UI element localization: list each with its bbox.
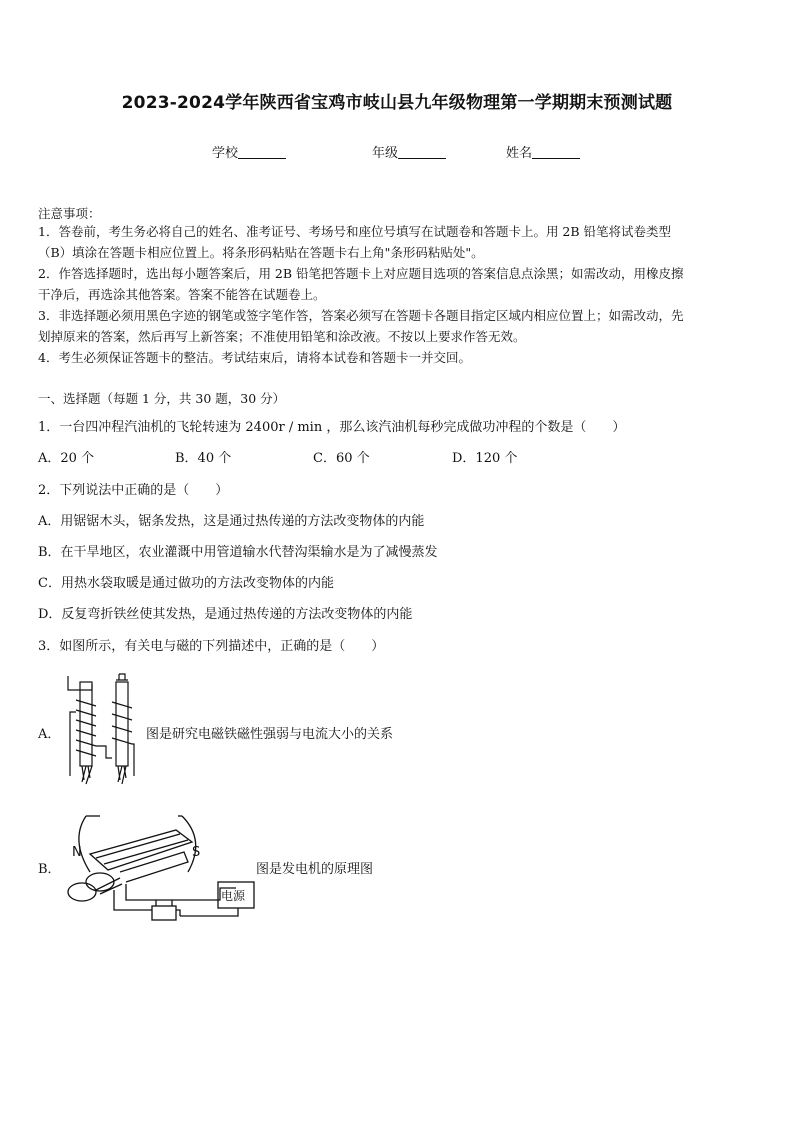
q2-option-c: C．用热水袋取暖是通过做功的方法改变物体的内能 <box>38 576 334 591</box>
notice-line: 3．非选择题必须用黑色字迹的钢笔或签字笔作答，答案必须写在答题卡各题目指定区域内相应位置上；如需改动，先 <box>38 308 684 323</box>
page-title: 2023-2024学年陕西省宝鸡市岐山县九年级物理第一学期期末预测试题 <box>121 93 673 113</box>
school-field <box>212 142 286 161</box>
grade-field <box>372 142 446 161</box>
generator-figure <box>60 812 256 924</box>
notice-heading: 注意事项： <box>38 206 101 221</box>
q2-option-a: A．用锯锯木头，锯条发热，这是通过热传递的方法改变物体的内能 <box>38 514 425 529</box>
q1-option-b: B．40 个 <box>175 451 232 466</box>
question-2-stem: 2．下列说法中正确的是（ ） <box>38 483 229 498</box>
q2-option-b: B．在干旱地区，农业灌溉中用管道输水代替沟渠输水是为了减慢蒸发 <box>38 545 438 560</box>
name-field <box>506 142 580 161</box>
q3-option-b-caption: 图是发电机的原理图 <box>256 862 374 877</box>
electromagnet-figure <box>62 672 142 794</box>
name-label: 姓名 <box>506 146 533 161</box>
notice-line: 划掉原来的答案，然后再写上新答案；不准使用铅笔和涂改液。不按以上要求作答无效。 <box>38 329 526 344</box>
notice-line: 干净后，再选涂其他答案。答案不能答在试题卷上。 <box>38 287 326 302</box>
school-blank <box>238 145 286 159</box>
question-1-stem: 1．一台四冲程汽油机的飞轮转速为 2400r / min ，那么该汽油机每秒完成做功冲程的个数是（ ） <box>38 420 626 435</box>
notice-line: 2．作答选择题时，选出每小题答案后，用 2B 铅笔把答题卡上对应题目选项的答案信息点涂黑；如需改动，用橡皮擦 <box>38 266 684 281</box>
school-label: 学校 <box>212 146 239 161</box>
q2-option-d: D．反复弯折铁丝使其发热，是通过热传递的方法改变物体的内能 <box>38 607 413 622</box>
section-heading: 一、选择题（每题 1 分，共 30 题，30 分） <box>38 391 286 406</box>
q3-option-a-caption: 图是研究电磁铁磁性强弱与电流大小的关系 <box>146 727 394 742</box>
notice-line: 1．答卷前，考生务必将自己的姓名、准考证号、考场号和座位号填写在试题卷和答题卡上。用 2B 铅笔将试卷类型 <box>38 224 672 239</box>
q3-option-a-letter: A． <box>38 727 61 742</box>
grade-blank <box>398 145 446 159</box>
south-pole-label: S <box>192 845 201 860</box>
q1-option-a: A．20 个 <box>38 451 95 466</box>
q1-option-c: C．60 个 <box>313 451 370 466</box>
question-3-stem: 3．如图所示，有关电与磁的下列描述中，正确的是（ ） <box>38 639 385 654</box>
grade-label: 年级 <box>372 146 399 161</box>
power-source-label: 电源 <box>221 889 246 903</box>
name-blank <box>532 145 580 159</box>
north-pole-label: N <box>72 845 82 860</box>
notice-line: 4．考生必须保证答题卡的整洁。考试结束后，请将本试卷和答题卡一并交回。 <box>38 350 471 365</box>
q1-option-d: D．120 个 <box>452 451 518 466</box>
q3-option-b-letter: B． <box>38 862 61 877</box>
notice-line: （B）填涂在答题卡相应位置上。将条形码粘贴在答题卡右上角"条形码粘贴处"。 <box>38 245 484 260</box>
